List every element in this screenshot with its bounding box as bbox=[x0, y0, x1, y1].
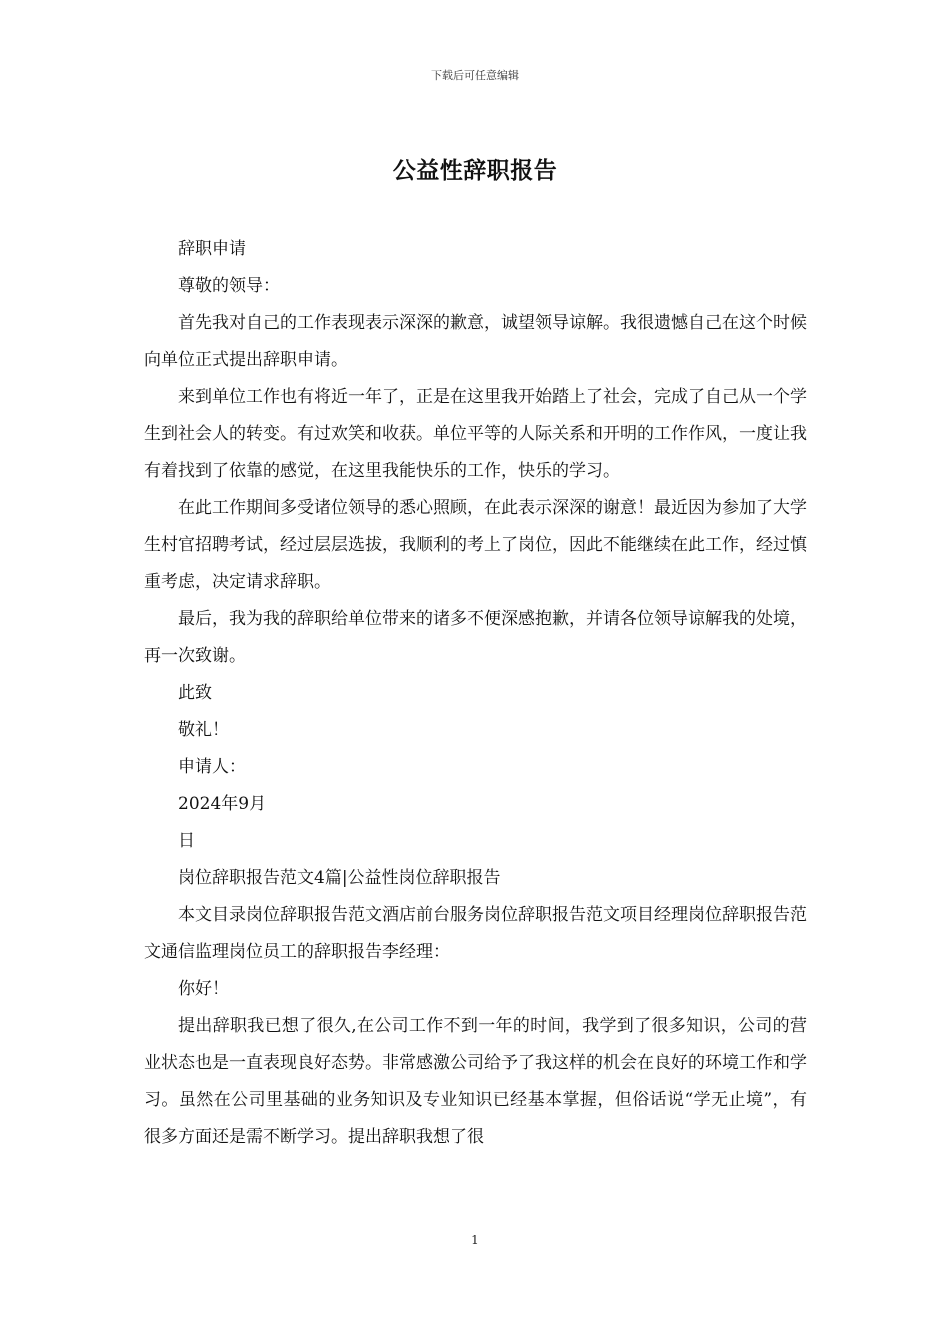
document-title: 公益性辞职报告 bbox=[392, 158, 558, 184]
paragraph-apology: 首先我对自己的工作表现表示深深的歉意，诚望领导谅解。我很遗憾自己在这个时候向单位正式提出辞职申请。 bbox=[144, 313, 807, 370]
paragraph-cizhi: 此致 bbox=[178, 683, 212, 703]
paragraph-table-of-contents: 本文目录岗位辞职报告范文酒店前台服务岗位辞职报告范文项目经理岗位辞职报告范文通信监理岗位员工的辞职报告李经理： bbox=[144, 905, 807, 962]
paragraph-jingli: 敬礼！ bbox=[178, 720, 229, 740]
document-body bbox=[144, 231, 807, 1156]
paragraph-body-second-letter: 提出辞职我已想了很久,在公司工作不到一年的时间，我学到了很多知识，公司的营业状态也是一直表现良好态势。非常感激公司给予了我这样的机会在良好的环境工作和学习。虽然在公司里基础的业务知识及专业知识已经基本掌握，但俗话说“学无止境”，有很多方面还是需不断学习。提出辞职我想了很 bbox=[144, 1016, 807, 1147]
page-number: 1 bbox=[471, 1233, 479, 1247]
paragraph-date-month: 2024年9月 bbox=[178, 794, 267, 814]
header-note: 下载后可任意编辑 bbox=[431, 69, 519, 82]
paragraph-salutation: 尊敬的领导： bbox=[178, 276, 280, 296]
paragraph-resignation-heading: 辞职申请 bbox=[178, 239, 246, 259]
paragraph-date-day: 日 bbox=[178, 831, 195, 851]
paragraph-greeting: 你好！ bbox=[178, 979, 229, 999]
paragraph-experience: 来到单位工作也有将近一年了，正是在这里我开始踏上了社会，完成了自己从一个学生到社会人的转变。有过欢笑和收获。单位平等的人际关系和开明的工作作风，一度让我有着找到了依靠的感觉，在这里我能快乐的工作，快乐的学习。 bbox=[144, 387, 807, 481]
paragraph-section-heading: 岗位辞职报告范文4篇|公益性岗位辞职报告 bbox=[178, 868, 501, 888]
paragraph-closing: 最后，我为我的辞职给单位带来的诸多不便深感抱歉，并请各位领导谅解我的处境，再一次致谢。 bbox=[144, 609, 807, 666]
paragraph-reason: 在此工作期间多受诸位领导的悉心照顾，在此表示深深的谢意！最近因为参加了大学生村官招聘考试，经过层层选拔，我顺利的考上了岗位，因此不能继续在此工作，经过慎重考虑，决定请求辞职。 bbox=[144, 498, 807, 592]
paragraph-applicant: 申请人： bbox=[178, 757, 246, 777]
